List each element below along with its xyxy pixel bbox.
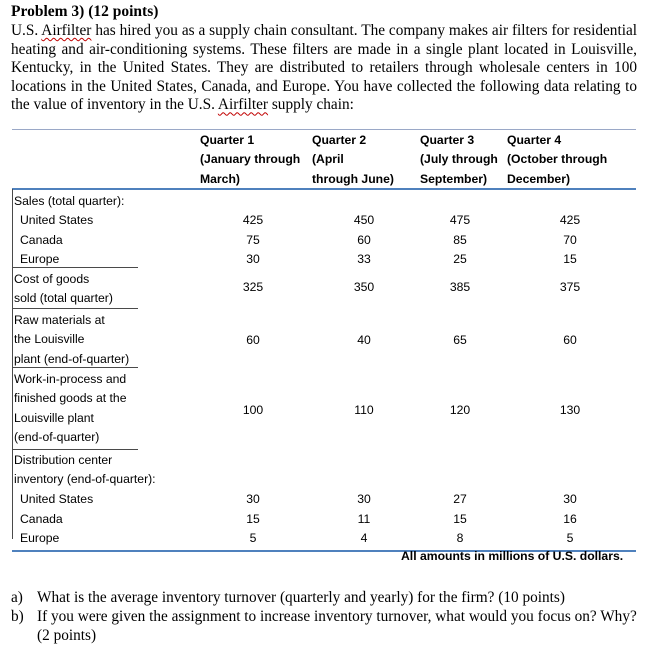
question-a-label: a): [11, 589, 23, 606]
cogs-label: [14, 270, 113, 309]
table-cell: 16: [563, 512, 577, 526]
wip-label-line: finished goods at the: [14, 391, 127, 406]
table-cell: 75: [246, 233, 260, 247]
table-cell: 325: [242, 280, 264, 294]
raw-label-line: the Louisville: [14, 332, 85, 347]
sales-europe-label: Europe: [20, 252, 60, 266]
table-cell: 30: [246, 252, 260, 266]
table-cell: 5: [566, 531, 574, 545]
dc-label-line: inventory (end-of-quarter):: [14, 472, 156, 487]
table-cell: 120: [449, 403, 471, 417]
table-cell: 385: [449, 280, 471, 294]
table-cell: 15: [563, 252, 577, 266]
label-column-border: [12, 189, 13, 539]
table-cell: 425: [559, 213, 581, 227]
table-cell: 70: [563, 233, 577, 247]
table-cell: 60: [246, 333, 260, 347]
table-cell: 25: [453, 252, 467, 266]
question-b: [11, 607, 641, 645]
table-top-rule: [12, 129, 636, 130]
table-cell: 475: [449, 213, 471, 227]
table-cell: 15: [453, 512, 467, 526]
table-cell: 15: [246, 512, 260, 526]
question-b-text: If you were given the assignment to increase inventory turnover, what would you focus on? Why? (2 points): [37, 608, 637, 644]
table-cell: 27: [453, 492, 467, 506]
inventory-data-table: [12, 129, 636, 565]
company-name: Airfilter: [41, 22, 92, 39]
q1-period-1: (January through: [200, 152, 301, 167]
q2-title: Quarter 2: [312, 133, 367, 147]
q4-header: [507, 131, 607, 189]
question-a: [11, 588, 641, 607]
q2-period-1: (April: [312, 152, 344, 167]
table-cell: 65: [453, 333, 467, 347]
q2-header: [312, 131, 394, 189]
q3-period-2: September): [420, 171, 488, 186]
wip-label-line: (end-of-quarter): [14, 429, 100, 444]
table-cell: 5: [249, 531, 257, 545]
dc-canada-label: Canada: [20, 512, 63, 526]
company-name-2: Airfilter: [217, 96, 269, 114]
wip-label-line: Work-in-process and: [14, 372, 127, 386]
q4-period-1: (October through: [507, 152, 608, 167]
table-cell: 60: [357, 233, 371, 247]
q1-header: [200, 131, 300, 189]
table-cell: 60: [563, 333, 577, 347]
sales-us-label: United States: [20, 213, 94, 227]
raw-materials-label: [14, 311, 129, 369]
table-cell: 130: [559, 403, 581, 417]
cogs-label-line: sold (total quarter): [14, 291, 113, 306]
q1-period-2: March): [200, 171, 240, 186]
intro-text-3: supply chain:: [268, 96, 354, 114]
q1-title: Quarter 1: [200, 133, 255, 147]
table-cell: 4: [360, 531, 368, 545]
table-cell: 33: [357, 252, 371, 266]
question-b-label: b): [11, 608, 24, 625]
wip-label: [14, 370, 126, 447]
q3-title: Quarter 3: [420, 133, 475, 147]
dc-us-label: United States: [20, 492, 94, 506]
table-cell: 85: [453, 233, 467, 247]
q4-period-2: December): [507, 171, 570, 186]
question-a-text: What is the average inventory turnover (quarterly and yearly) for the firm? (10 points): [37, 589, 565, 606]
q3-header: [420, 131, 498, 189]
table-footnote: All amounts in millions of U.S. dollars.: [401, 549, 624, 563]
sales-section-label: Sales (total quarter):: [14, 194, 125, 208]
table-cell: 100: [242, 403, 264, 417]
row-separator: [12, 449, 138, 450]
table-cell: 8: [456, 531, 464, 545]
table-cell: 40: [357, 333, 371, 347]
table-cell: 30: [563, 492, 577, 506]
table-cell: 425: [242, 213, 264, 227]
table-cell: 11: [357, 512, 371, 526]
intro-text-1: U.S.: [11, 22, 42, 39]
table-cell: 350: [353, 280, 375, 294]
problem-intro: [11, 22, 637, 115]
table-cell: 375: [559, 280, 581, 294]
dc-label-line: Distribution center: [14, 453, 113, 467]
dc-section-label: [14, 451, 156, 490]
dc-europe-label: Europe: [20, 531, 60, 545]
intro-text-2: has hired you as a supply chain consultant. The company makes air filters for residential heating and air-conditioning systems. These filters are made in a single plant located in Louisville, Kentucky, in the United States. They are distributed to retailers through wholesale centers in 100 locations in the United States, Canada, and Europe. You have collected the following data relating to the value of inventory in the U.S.: [11, 22, 637, 114]
problem-title: Problem 3) (12 points): [11, 3, 159, 20]
table-cell: 30: [246, 492, 260, 506]
sales-canada-label: Canada: [20, 233, 63, 247]
wip-label-line: Louisville plant: [14, 410, 94, 425]
question-list: [11, 588, 641, 645]
raw-label-line: Raw materials at: [14, 313, 105, 327]
table-cell: 30: [357, 492, 371, 506]
table-cell: 450: [353, 213, 375, 227]
q4-title: Quarter 4: [507, 133, 562, 147]
q3-period-1: (July through: [420, 152, 498, 167]
cogs-label-line: Cost of goods: [14, 272, 90, 286]
q2-period-2: through June): [312, 171, 394, 186]
raw-label-line: plant (end-of-quarter): [14, 351, 130, 366]
table-cell: 110: [354, 403, 374, 417]
